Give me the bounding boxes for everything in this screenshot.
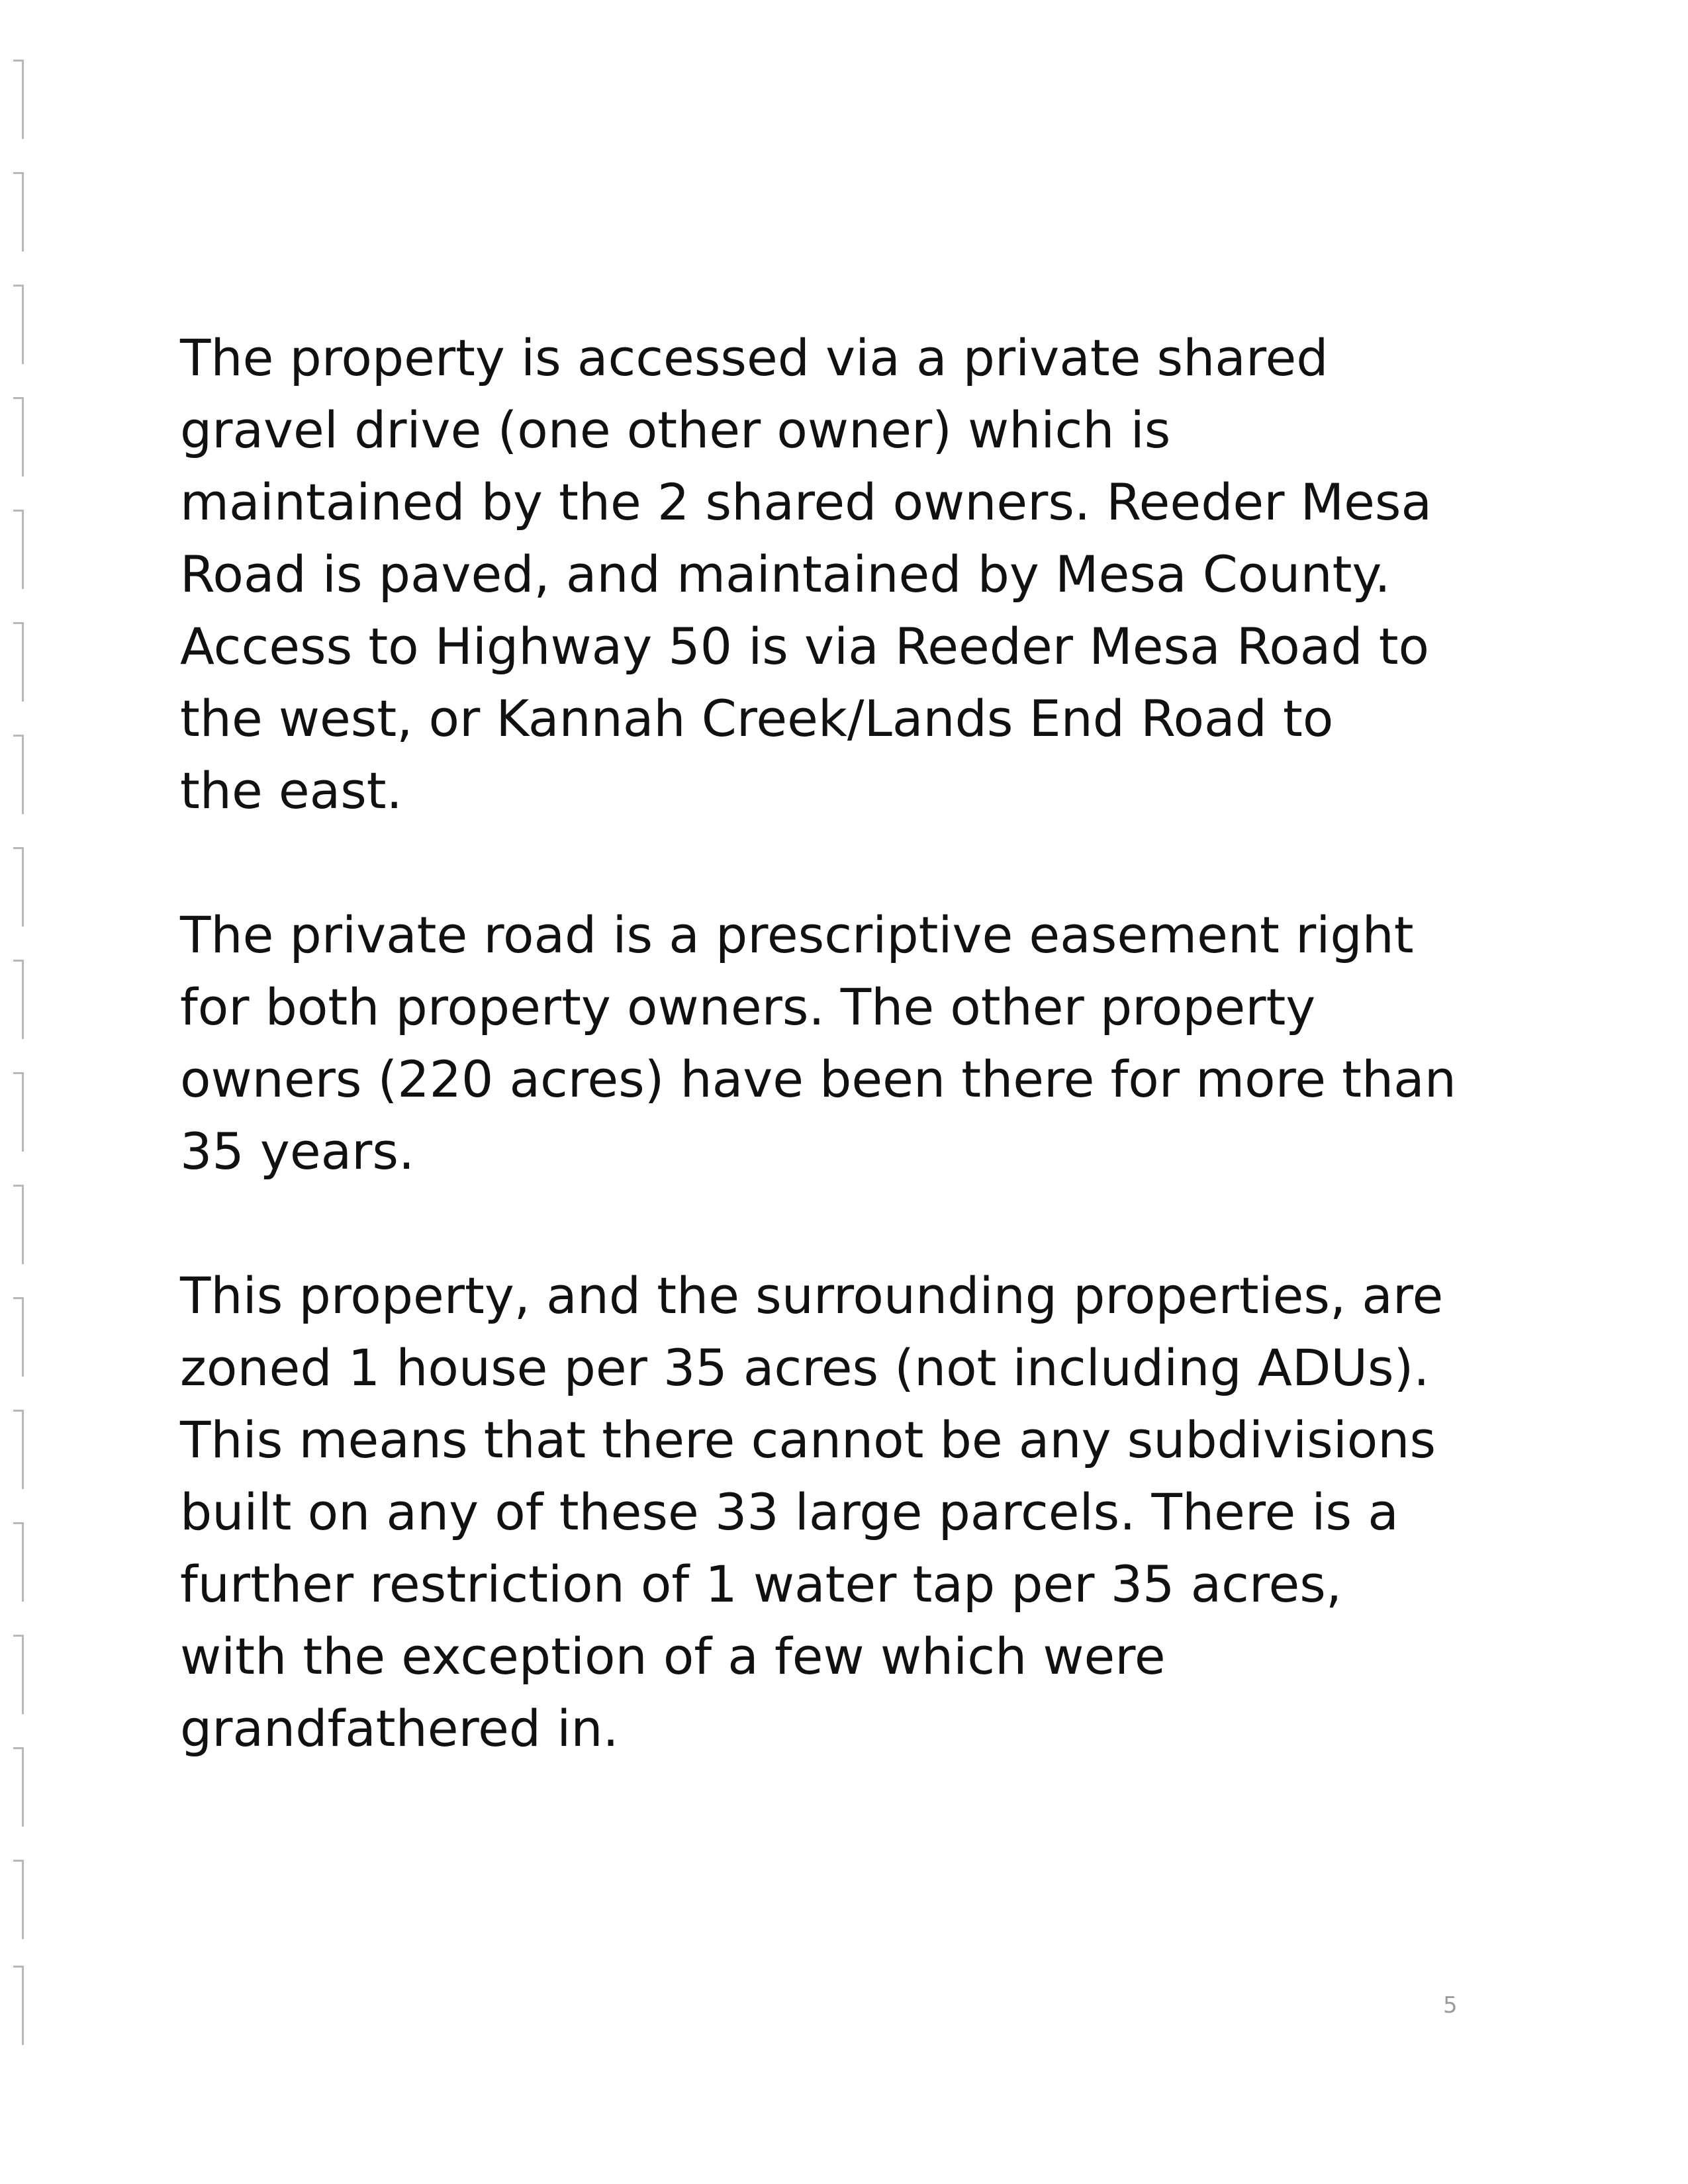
- text-line: The property is accessed via a private shared: [180, 328, 1329, 387]
- paragraph-zoning: [180, 1259, 1504, 1764]
- text-line: Access to Highway 50 is via Reeder Mesa Road to: [180, 617, 1430, 676]
- text-line: the west, or Kannah Creek/Lands End Road to: [180, 689, 1334, 748]
- binder-mark: [13, 1410, 24, 1489]
- text-line: for both property owners. The other property: [180, 978, 1316, 1036]
- binder-mark: [13, 1185, 24, 1264]
- binder-hole-marks: [13, 60, 33, 2045]
- binder-mark: [13, 285, 24, 364]
- binder-mark: [13, 847, 24, 927]
- text-line: with the exception of a few which were: [180, 1627, 1166, 1686]
- paragraph-access: [180, 322, 1504, 827]
- binder-mark: [13, 172, 24, 251]
- text-line: built on any of these 33 large parcels. There is a: [180, 1482, 1399, 1541]
- binder-mark: [13, 1635, 24, 1714]
- text-line: Road is paved, and maintained by Mesa County.: [180, 545, 1391, 604]
- page-number: 5: [1443, 1992, 1458, 2019]
- text-line: The private road is a prescriptive easement right: [180, 905, 1414, 964]
- text-line: grandfathered in.: [180, 1699, 619, 1758]
- text-line: zoned 1 house per 35 acres (not including ADUs).: [180, 1338, 1430, 1397]
- binder-mark: [13, 1860, 24, 1939]
- text-line: 35 years.: [180, 1122, 415, 1181]
- binder-mark: [13, 960, 24, 1039]
- binder-mark: [13, 735, 24, 814]
- binder-mark: [13, 60, 24, 139]
- binder-mark: [13, 397, 24, 477]
- binder-mark: [13, 1966, 24, 2045]
- text-line: This means that there cannot be any subdivisions: [180, 1410, 1436, 1469]
- paragraph-easement: [180, 899, 1504, 1187]
- text-line: further restriction of 1 water tap per 35 acres,: [180, 1555, 1342, 1614]
- text-body: [180, 322, 1504, 1764]
- binder-mark: [13, 510, 24, 589]
- text-line: maintained by the 2 shared owners. Reeder Mesa: [180, 473, 1432, 531]
- binder-mark: [13, 1522, 24, 1602]
- text-line: This property, and the surrounding properties, are: [180, 1266, 1444, 1325]
- text-line: the east.: [180, 761, 402, 820]
- binder-mark: [13, 1297, 24, 1377]
- binder-mark: [13, 622, 24, 702]
- binder-mark: [13, 1072, 24, 1152]
- text-line: owners (220 acres) have been there for more than: [180, 1050, 1456, 1109]
- binder-mark: [13, 1747, 24, 1827]
- text-line: gravel drive (one other owner) which is: [180, 400, 1171, 459]
